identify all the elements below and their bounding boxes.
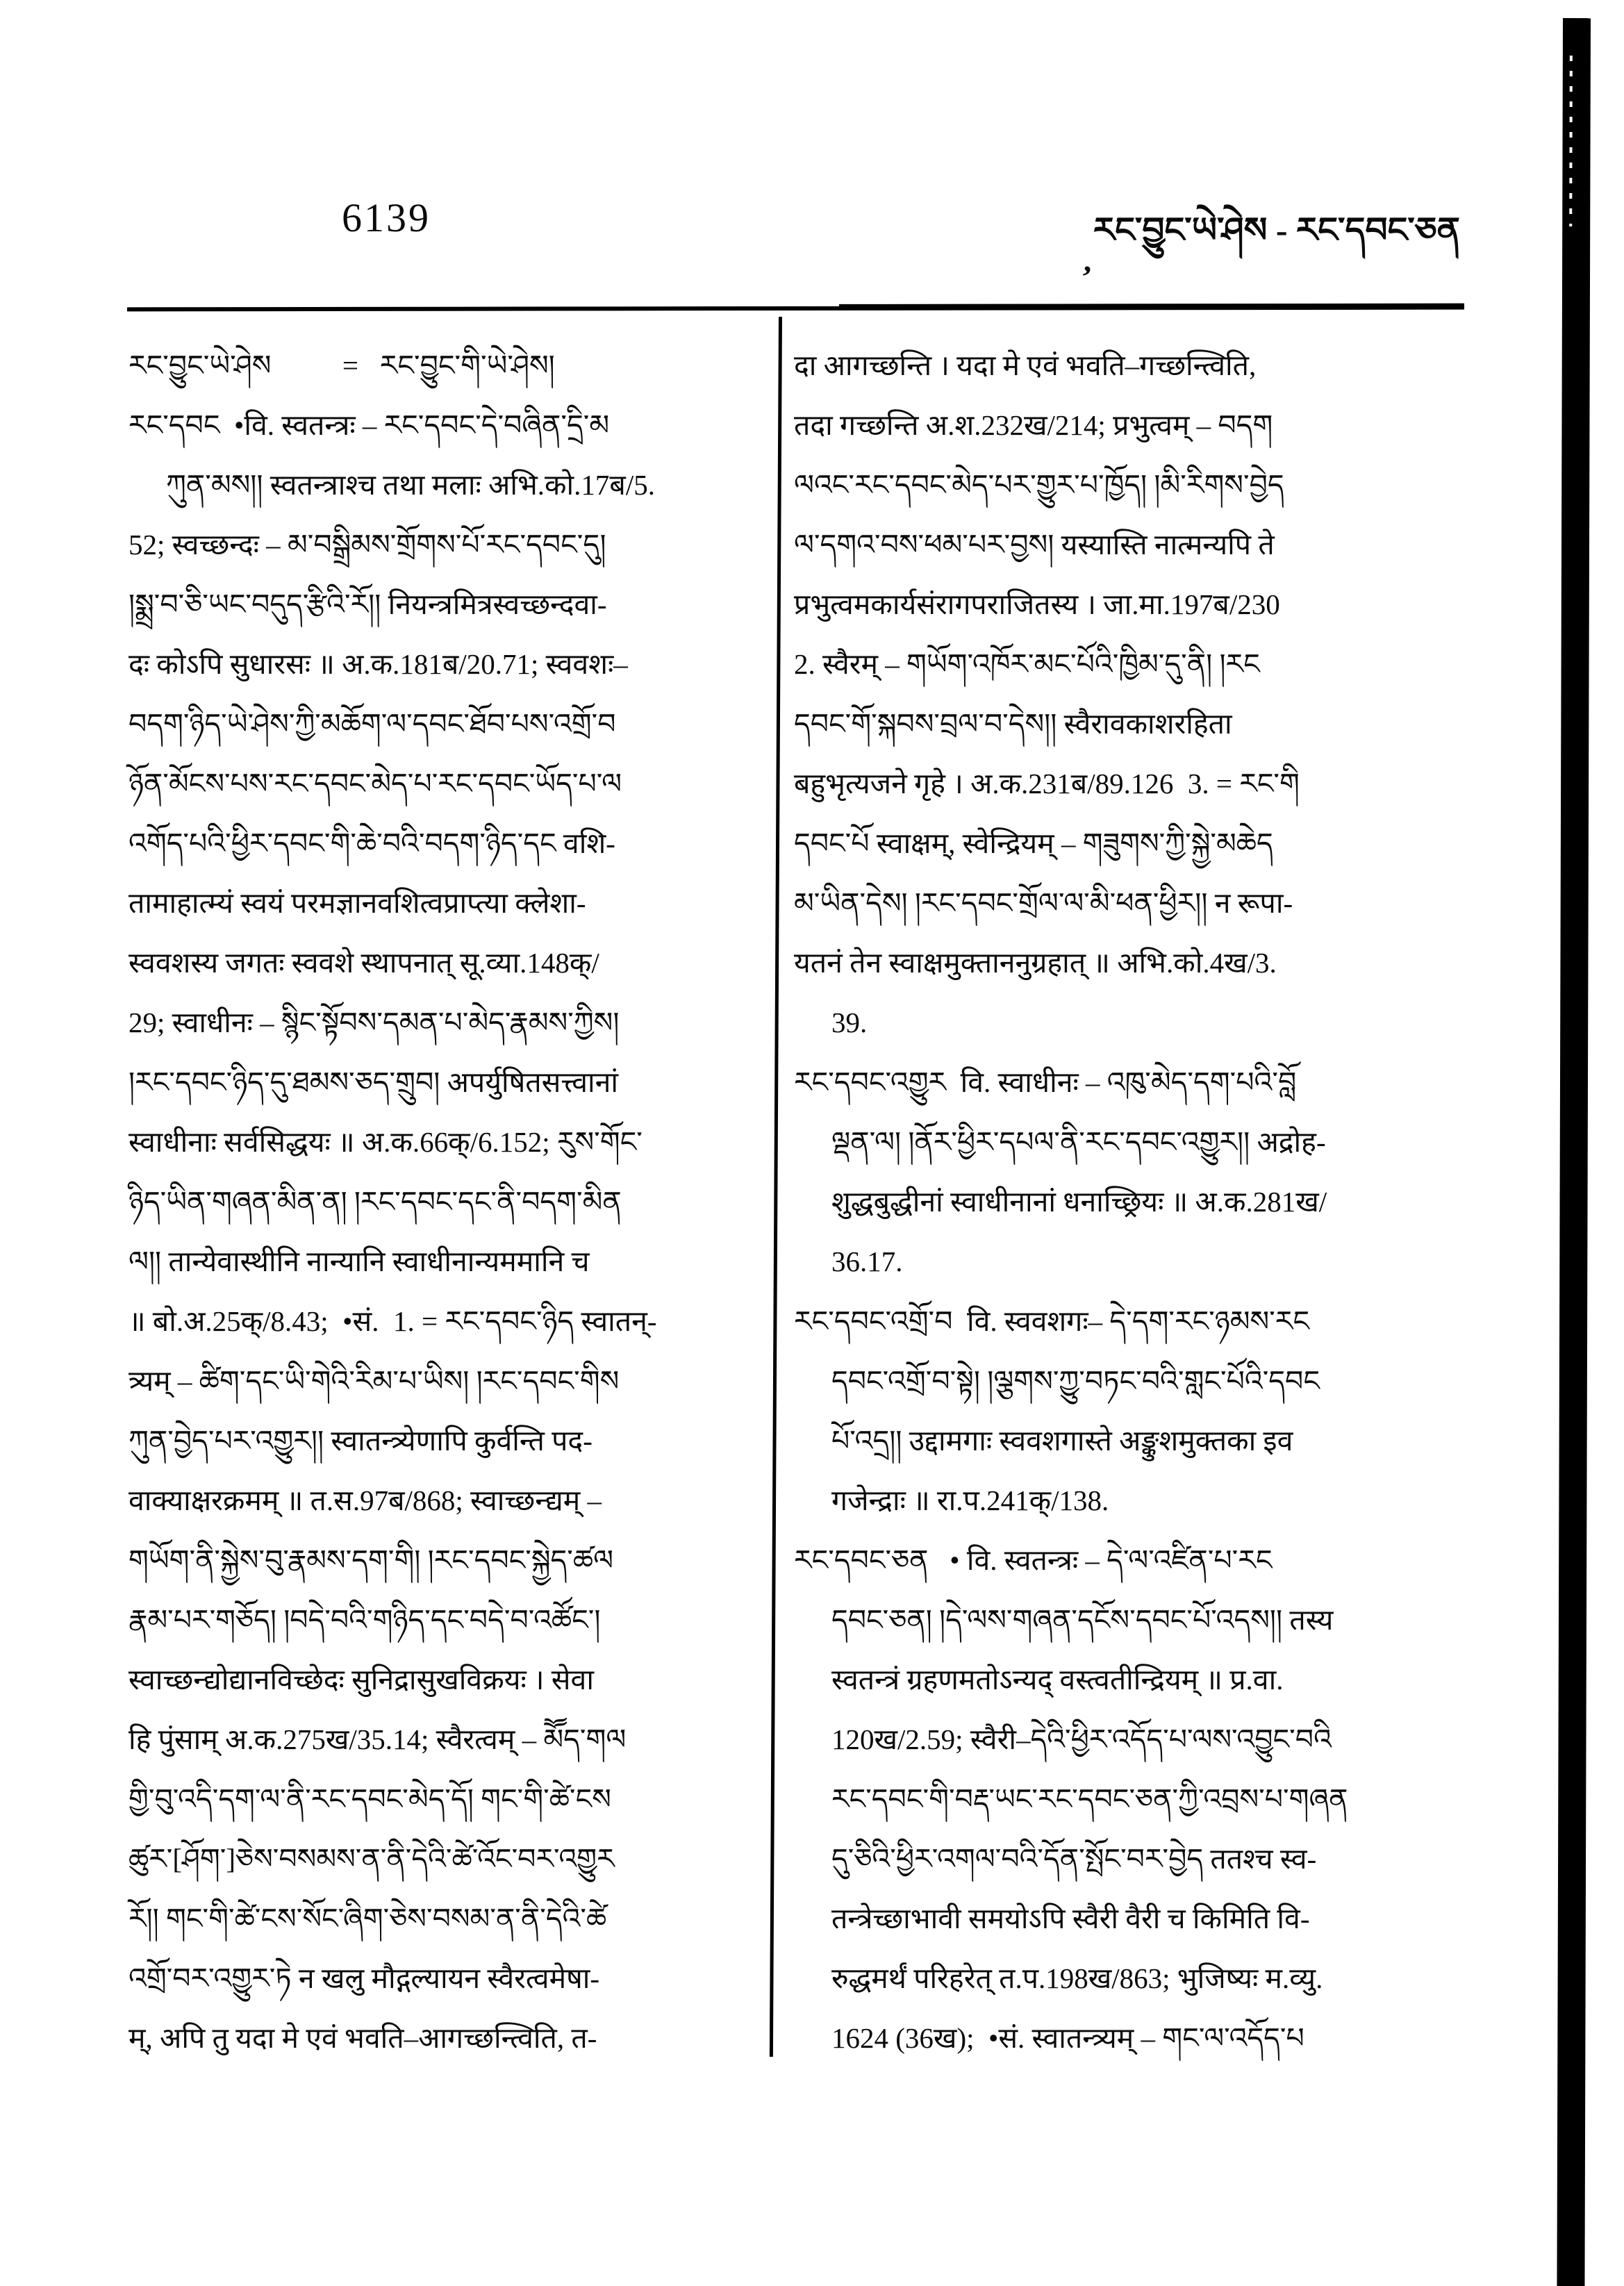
column-divider xyxy=(770,317,782,2057)
text-line: ॥ बो.अ.25क्/8.43; •सं. 1. = རང་དབང་ཉིད स्वातन्- xyxy=(129,1305,657,1337)
text-line: རང་དབང་གི་བརྡ་ཡང་རང་དབང་ཅན་ཀྱི་འབྲས་པ་གཞན xyxy=(831,1783,1348,1815)
text-line: 36.17. xyxy=(831,1245,903,1277)
text-line: བདག་ཉིད་ཡེ་ཤེས་ཀྱི་མཆོག་ལ་དབང་ཐོབ་པས་འགྲོ་བ xyxy=(129,708,616,740)
text-line: དབང་པོ स्वाक्षम्, स्वेन्द्रियम् – གཟུགས་ཀྱི་སྐྱེ་མཆེད xyxy=(794,827,1273,859)
text-line: बहुभृत्यजने गृहे । अ.क.231ब/89.126 3. = རང་གི xyxy=(794,768,1300,800)
scan-artifact-bar xyxy=(1557,18,1591,2286)
text-line: गजेन्द्राः ॥ रा.प.241क्/138. xyxy=(831,1484,1109,1516)
text-line: प्रभुत्वमकार्यसंरागपराजितस्य । जा.मा.197ब/230 xyxy=(794,588,1280,620)
text-line: 2. स्वैरम् – གཡོག་འཁོར་མང་པོའི་ཁྱིམ་དུ་ནི། །རང xyxy=(794,648,1260,680)
text-line: དབང་གོ་སྐབས་བྲལ་བ་དེས།། स्वैरावकाशरहिता xyxy=(794,708,1232,740)
text-line: རང་དབང •वि. स्वतन्त्रः – རང་དབང་དེ་བཞིན་དྲི་མ xyxy=(129,409,610,441)
text-line: दा आगच्छन्ति । यदा मे एवं भवति–गच्छन्त्विति, xyxy=(794,349,1257,381)
text-line: तदा गच्छन्ति अ.श.232ख/214; प्रभुत्वम् – བདག xyxy=(794,409,1273,441)
text-line: ཉིད་ཡིན་གཞན་མིན་ན། །རང་དབང་དང་ནི་བདག་མིན xyxy=(129,1186,622,1218)
text-line: དུ་ཅིའི་ཕྱིར་འགལ་བའི་དོན་སྤོང་བར་བྱེད ततश्च स्व- xyxy=(831,1843,1317,1875)
text-line: स्वतन्त्रं ग्रहणमतोऽन्यद् वस्त्वतीन्द्रियम् ॥ प्र.वा. xyxy=(831,1664,1284,1696)
text-line: तामाहात्म्यं स्वयं परमज्ञानवशित्वप्राप्त्या क्लेशा- xyxy=(129,887,586,919)
scan-artifact-specks xyxy=(1569,46,1573,226)
text-line: दः कोऽपि सुधारसः ॥ अ.क.181ब/20.71; स्ववशः– xyxy=(129,648,628,680)
text-line: གྱི་བུ་འདི་དག་ལ་ནི་རང་དབང་མེད་དོ། གང་གི་ཚེ་ངས xyxy=(129,1783,611,1815)
text-line: གཡོག་ནི་སྐྱེས་བུ་རྣམས་དག་གི། །རང་དབང་སྐྱེད་ཚལ xyxy=(129,1544,614,1576)
text-line: རང་དབང་ཅན • वि. स्वतन्त्रः – དེ་ལ་འཛིན་པ་རང xyxy=(794,1544,1273,1576)
text-line: 52; स्वच्छन्दः – མ་བསྒྲིམས་གྲོགས་པོ་རང་དབང་དུ། xyxy=(129,529,606,561)
text-line: ལའང་རང་དབང་མེད་པར་གྱུར་པ་ཁྱོད། །མི་རིགས་བྱེད xyxy=(794,469,1284,501)
text-line: ལ་དགའ་བས་ཕམ་པར་བྱས། यस्यास्ति नात्मन्यपि ते xyxy=(794,529,1275,561)
text-line: हि पुंसाम् अ.क.275ख/35.14; स्वैरत्वम् – མཽད་གལ xyxy=(129,1723,627,1755)
text-line: མ་ཡིན་དེས། །རང་དབང་གྲོལ་ལ་མི་ཕན་ཕྱིར།། न रूपा- xyxy=(794,887,1293,919)
text-line: 39. xyxy=(831,1007,868,1038)
text-line: འགོད་པའི་ཕྱིར་དབང་གི་ཆེ་བའི་བདག་ཉིད་དང वशि- xyxy=(129,827,615,859)
text-line: स्वाच्छन्द्योद्यानविच्छेदः सुनिद्रासुखविक्रयः । सेवा xyxy=(129,1664,594,1696)
text-line: तन्त्रेच्छाभावी समयोऽपि स्वैरी वैरी च किमिति वि- xyxy=(831,1903,1310,1935)
right-column xyxy=(794,338,1466,2070)
text-line: །སྨྲ་བ་ཅི་ཡང་བདུད་རྩིའི་རོ།། नियन्त्रमित्रस्वच्छन्दवा- xyxy=(129,588,607,620)
text-line: 29; स्वाधीनः – སྙིང་སྟོབས་དམན་པ་མེད་རྣམས་ཀྱིས། xyxy=(129,1007,620,1038)
text-line: ལྡན་ལ། །ནོར་ཕྱིར་དཔལ་ནི་རང་དབང་འགྱུར།། अद्रोह- xyxy=(831,1126,1326,1158)
page-number: 6139 xyxy=(342,195,431,240)
text-line: འགྲོ་བར་འགྱུར་ཏེ न खलु मौद्गल्यायन स्वैरत्वमेषा- xyxy=(129,1962,600,1994)
text-line: रुद्धमर्थं परिहरेत् त.प.198ख/863; भुजिष्यः म.व्यु. xyxy=(831,1962,1323,1994)
running-header: རང་བྱུང་ཡེ་ཤེས - རང་དབང་ཅན xyxy=(1093,210,1460,249)
text-line: वाक्याक्षरक्रमम् ॥ त.स.97ब/868; स्वाच्छन्द्यम् – xyxy=(129,1484,602,1516)
text-line: །རང་དབང་ཉིད་དུ་ཐམས་ཅད་གྲུབ། अपर्युषितसत्त्वानां xyxy=(129,1066,618,1098)
text-line: म्, अपि तु यदा मे एवं भवति–आगच्छन्त्विति, त- xyxy=(129,2022,597,2054)
text-line: शुद्धबुद्धीनां स्वाधीनानां धनाच्छ्रियः ॥ अ.क.281ख/ xyxy=(831,1186,1327,1218)
text-line: རང་དབང་འགྲོ་བ वि. स्ववशगः– དེ་དག་རང་ཉམས་རང xyxy=(794,1305,1309,1337)
text-line: ཀུན་མས།། स्वतन्त्राश्च तथा मलाः अभि.को.17ब/5. xyxy=(166,469,655,501)
text-line: དབང་ཅན། །དེ་ལས་གཞན་དངོས་དབང་པོ་འདས།། तस्य xyxy=(831,1604,1334,1636)
text-line: ཚུར་[ཤོག་]ཅེས་བསམས་ན་ནི་དེའི་ཚེ་འོང་བར་འགྱུར xyxy=(129,1843,615,1875)
text-line: 120ख/2.59; स्वैरी–དེའི་ཕྱིར་འདོད་པ་ལས་འབྱུང་བའི xyxy=(831,1723,1332,1755)
text-line: དབང་འགྲོ་བ་སྟེ། །ལྕགས་ཀྱུ་བཏང་བའི་གླང་པོའི་དབང xyxy=(831,1365,1320,1397)
text-line: རང་བྱུང་ཡེ་ཤེས = རང་བྱུང་གི་ཡེ་ཤེས། xyxy=(129,349,555,381)
text-line: རང་དབང་འགྱུར वि. स्वाधीनः – འཁུ་མེད་དག་པའི་བློ xyxy=(794,1066,1297,1098)
header-rule xyxy=(127,306,1464,312)
text-line: རོ།། གང་གི་ཚེ་ངས་སོང་ཞིག་ཅེས་བསམ་ན་ནི་དེའི་ཚེ xyxy=(129,1903,607,1935)
text-line: ཉོན་མོངས་པས་རང་དབང་མེད་པ་རང་དབང་ཡོད་པ་ལ xyxy=(129,768,622,800)
text-line: ལ།། तान्येवास्थीनि नान्यानि स्वाधीनान्यममानि च xyxy=(129,1245,590,1277)
text-line: त्र्यम् – ཚིག་དང་ཡི་གེའི་རིམ་པ་ཡིས། །རང་དབང་གིས xyxy=(129,1365,620,1397)
text-line: स्ववशस्य जगतः स्ववशे स्थापनात् सू.व्या.148क्/ xyxy=(129,947,599,979)
text-line: རྣམ་པར་གཅོད། །བདེ་བའི་གཉིད་དང་བདེ་བ་འཚོང་། xyxy=(129,1604,601,1636)
text-line: स्वाधीनाः सर्वसिद्धयः ॥ अ.क.66क्/6.152; རུས་གོང་ xyxy=(129,1126,643,1158)
text-line: པོ་འདྲ།། उद्दामगाः स्ववशगास्ते अङ्कुशमुक्तका इव xyxy=(831,1425,1293,1457)
text-line: यतनं तेन स्वाक्षमुक्ताननुग्रहात् ॥ अभि.को.4ख/3. xyxy=(794,947,1277,979)
text-line: ཀུན་བྱེད་པར་འགྱུར།། स्वातन्त्र्येणापि कुर्वन्ति पद- xyxy=(129,1425,593,1457)
text-line: 1624 (36ख); •सं. स्वातन्त्र्यम् – གང་ལ་འདོད་པ xyxy=(831,2022,1304,2054)
left-column xyxy=(129,338,766,2070)
stray-ink-mark: ’ xyxy=(1078,258,1094,295)
header-rule-thick-segment xyxy=(839,304,1464,308)
